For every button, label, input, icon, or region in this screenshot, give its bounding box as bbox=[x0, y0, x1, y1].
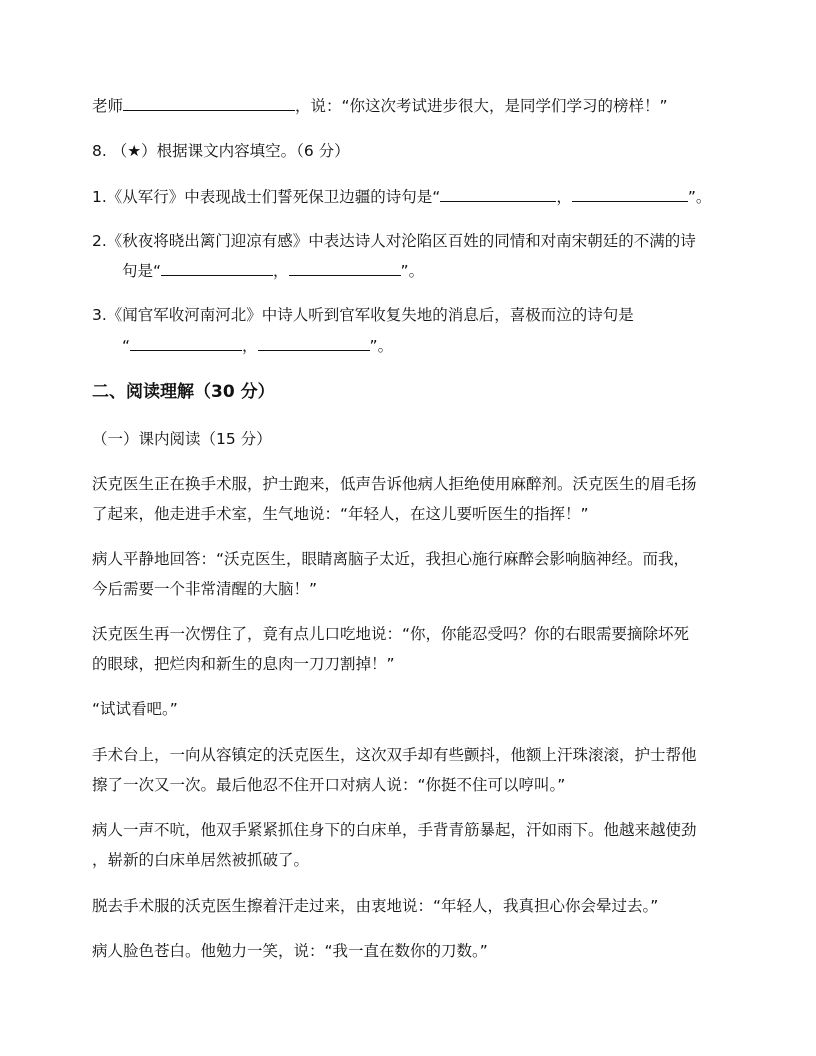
passage-line: 手术台上，一向从容镇定的沃克医生，这次双手却有些颤抖，他额上汗珠滚滚，护士帮他 bbox=[92, 746, 697, 764]
item-1-suffix: ”。 bbox=[687, 188, 712, 206]
question-8-item-3-line-1: 3.《闻官军收河南河北》中诗人听到官军收复失地的消息后，喜极而泣的诗句是 bbox=[92, 306, 634, 324]
passage-line: “试试看吧。” bbox=[92, 700, 178, 718]
passage-line: 擦了一次又一次。最后他忍不住开口对病人说：“你挺不住可以哼叫。” bbox=[92, 776, 566, 794]
answer-blank[interactable] bbox=[161, 259, 273, 276]
answer-blank[interactable] bbox=[572, 185, 688, 202]
question-8-title: 8. （★）根据课文内容填空。（6 分） bbox=[92, 142, 350, 160]
item-1-sep: ， bbox=[556, 188, 572, 206]
item-2-prefix: 句是“ bbox=[122, 262, 162, 280]
question-8-item-3-line-2 bbox=[122, 334, 762, 357]
answer-blank[interactable] bbox=[130, 334, 242, 351]
item-3-sep: ， bbox=[242, 337, 258, 355]
item-1-prefix: 1.《从军行》中表现战士们誓死保卫边疆的诗句是“ bbox=[92, 188, 441, 206]
item-3-suffix: ”。 bbox=[369, 337, 394, 355]
item-3-prefix: “ bbox=[122, 337, 131, 355]
passage-line: 脱去手术服的沃克医生擦着汗走过来，由衷地说：“年轻人，我真担心你会晕过去。” bbox=[92, 897, 659, 915]
answer-blank[interactable] bbox=[289, 259, 401, 276]
teacher-prefix: 老师 bbox=[92, 97, 124, 115]
passage-line: 病人一声不吭，他双手紧紧抓住身下的白床单，手背青筋暴起，汗如雨下。他越来越使劲 bbox=[92, 821, 697, 839]
question-8-item-2-line-1: 2.《秋夜将晓出篱门迎凉有感》中表达诗人对沦陷区百姓的同情和对南宋朝廷的不满的诗 bbox=[92, 232, 696, 250]
answer-blank[interactable] bbox=[258, 334, 370, 351]
item-2-sep: ， bbox=[273, 262, 289, 280]
question-8-item-1 bbox=[92, 185, 732, 208]
answer-blank[interactable] bbox=[440, 185, 556, 202]
item-2-suffix: ”。 bbox=[400, 262, 425, 280]
answer-blank[interactable] bbox=[123, 94, 295, 111]
passage-line: 病人平静地回答：“沃克医生，眼睛离脑子太近，我担心施行麻醉会影响脑神经。而我， bbox=[92, 550, 690, 568]
section-2-subheading: （一）课内阅读（15 分） bbox=[92, 430, 272, 448]
passage-line: 了起来，他走进手术室，生气地说：“年轻人，在这儿要听医生的指挥！” bbox=[92, 505, 589, 523]
passage-line: ，崭新的白床单居然被抓破了。 bbox=[92, 851, 310, 869]
passage-line: 沃克医生正在换手术服，护士跑来，低声告诉他病人拒绝使用麻醉剂。沃克医生的眉毛扬 bbox=[92, 475, 697, 493]
passage-line: 今后需要一个非常清醒的大脑！” bbox=[92, 580, 318, 598]
passage-line: 沃克医生再一次愣住了，竟有点儿口吃地说：“你，你能忍受吗？你的右眼需要摘除坏死 bbox=[92, 625, 690, 643]
question-8-item-2-line-2 bbox=[122, 259, 762, 282]
teacher-suffix: ，说：“你这次考试进步很大，是同学们学习的榜样！” bbox=[295, 97, 668, 115]
passage-line: 的眼球，把烂肉和新生的息肉一刀刀割掉！” bbox=[92, 655, 395, 673]
teacher-sentence bbox=[92, 94, 732, 117]
passage-line: 病人脸色苍白。他勉力一笑，说：“我一直在数你的刀数。” bbox=[92, 942, 488, 960]
section-2-heading: 二、阅读理解（30 分） bbox=[92, 382, 275, 402]
